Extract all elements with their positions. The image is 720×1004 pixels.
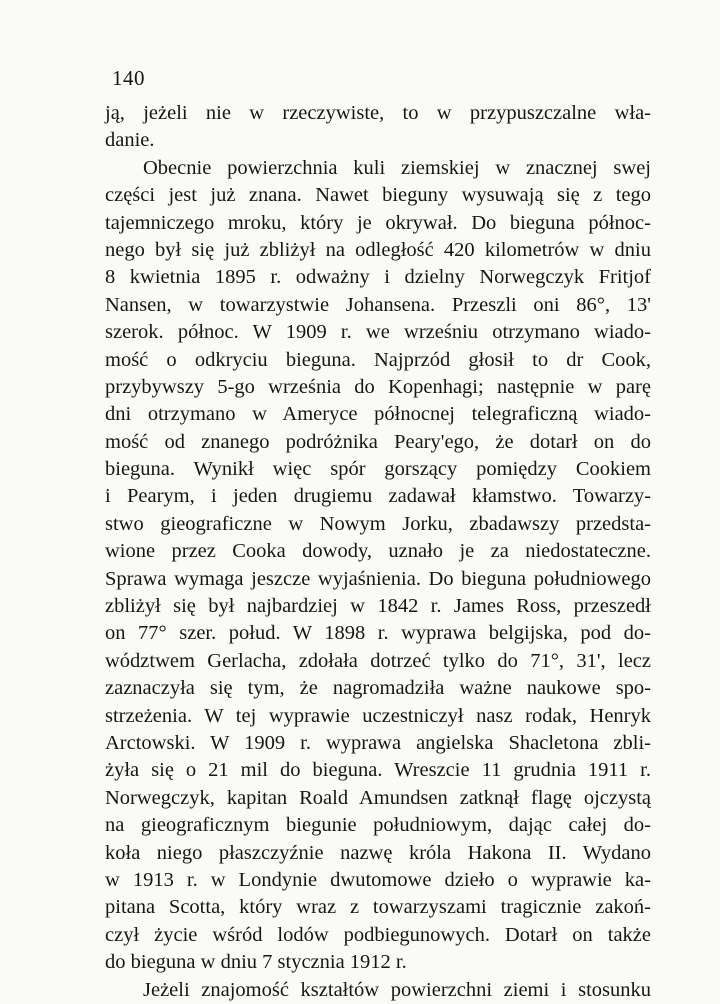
text-line: dni otrzymano w Ameryce północnej telegraficzną wiado- bbox=[105, 403, 651, 426]
text-line: strzeżenia. W tej wyprawie uczestniczył nasz rodak, Henryk bbox=[105, 704, 651, 727]
text-line: szerok. północ. W 1909 r. we wrześniu otrzymano wiado- bbox=[105, 321, 651, 344]
text-line: żyła się o 21 mil do bieguna. Wreszcie 11 grudnia 1911 r. bbox=[105, 759, 651, 782]
text-line: Obecnie powierzchnia kuli ziemskiej w znacznej swej bbox=[143, 156, 651, 179]
text-line: wione przez Cooka dowody, uznało je za niedostateczne. bbox=[105, 540, 651, 563]
text-line: 8 kwietnia 1895 r. odważny i dzielny Norwegczyk Fritjof bbox=[105, 266, 651, 289]
text-line: części jest już znana. Nawet bieguny wysuwają się z tego bbox=[105, 184, 651, 207]
text-line: na gieograficznym biegunie południowym, dając całej do- bbox=[105, 814, 651, 837]
text-line: on 77° szer. połud. W 1898 r. wyprawa belgijska, pod do- bbox=[105, 622, 651, 645]
text-line: Norwegczyk, kapitan Roald Amundsen zatknął flagę ojczystą bbox=[105, 786, 651, 809]
text-line: i Pearym, i jeden drugiemu zadawał kłamstwo. Towarzy- bbox=[105, 485, 651, 508]
text-line: czył życie wśród lodów podbiegunowych. Dotarł on także bbox=[105, 923, 651, 946]
text-line: tajemniczego mroku, który je okrywał. Do bieguna północ- bbox=[105, 211, 651, 234]
text-line: Sprawa wymaga jeszcze wyjaśnienia. Do bieguna południowego bbox=[105, 567, 651, 590]
text-line: danie. bbox=[105, 129, 155, 152]
page-number: 140 bbox=[112, 66, 145, 90]
text-line: w 1913 r. w Londynie dwutomowe dzieło o wyprawie ka- bbox=[105, 868, 651, 891]
body-text bbox=[105, 100, 651, 1004]
text-line: Arctowski. W 1909 r. wyprawa angielska Shacletona zbli- bbox=[105, 731, 651, 754]
text-line: przybywszy 5-go września do Kopenhagi; następnie w parę bbox=[105, 375, 651, 398]
text-line: stwo gieograficzne w Nowym Jorku, zbadawszy przedsta- bbox=[105, 512, 651, 535]
text-line: mość od znanego podróżnika Peary'ego, że dotarł on do bbox=[105, 430, 651, 453]
text-line: zbliżył się był najbardziej w 1842 r. James Ross, przeszedł bbox=[105, 595, 651, 618]
text-line: nego był się już zbliżył na odległość 420 kilometrów w dniu bbox=[105, 238, 651, 261]
text-line: koła niego płaszczyźnie nazwę króla Hakona II. Wydano bbox=[105, 841, 651, 864]
text-line: Nansen, w towarzystwie Johansena. Przeszli oni 86°, 13' bbox=[105, 293, 651, 316]
text-line: Jeżeli znajomość kształtów powierzchni ziemi i stosunku bbox=[143, 978, 651, 1001]
text-line: mość o odkryciu bieguna. Najprzód głosił to dr Cook, bbox=[105, 348, 651, 371]
text-line: wództwem Gerlacha, zdołała dotrzeć tylko do 71°, 31', lecz bbox=[105, 649, 651, 672]
text-line: bieguna. Wynikł więc spór gorszący pomiędzy Cookiem bbox=[105, 458, 651, 481]
text-line: pitana Scotta, który wraz z towarzyszami tragicznie zakoń- bbox=[105, 896, 651, 919]
text-line: ją, jeżeli nie w rzeczywiste, to w przypuszczalne wła- bbox=[105, 102, 651, 124]
text-line: do bieguna w dniu 7 stycznia 1912 r. bbox=[105, 951, 407, 974]
text-line: zaznaczyła się tym, że nagromadziła ważne naukowe spo- bbox=[105, 677, 651, 700]
